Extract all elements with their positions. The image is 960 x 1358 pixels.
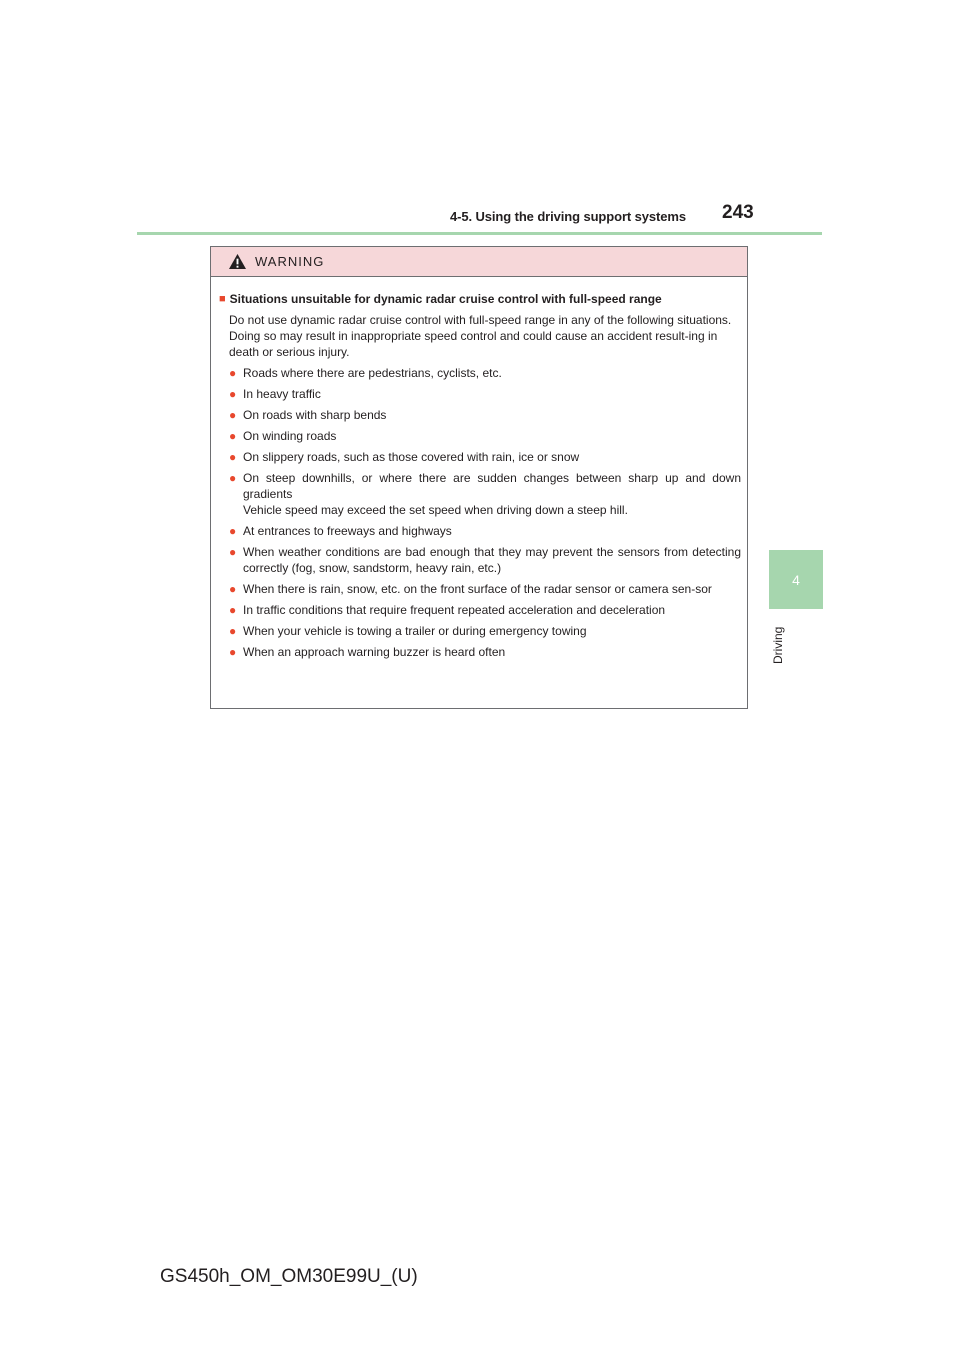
- list-item-text: [243, 644, 741, 660]
- warning-section-title: [219, 291, 741, 307]
- warning-section-title-text: Situations unsuitable for dynamic radar cruise control with full-speed range: [229, 292, 662, 306]
- list-item-text: [243, 544, 741, 576]
- square-bullet-icon: ■: [219, 293, 226, 305]
- list-item-text: [243, 386, 741, 402]
- circle-bullet-icon: ●: [229, 524, 237, 538]
- chapter-number: 4: [792, 571, 800, 588]
- circle-bullet-icon: ●: [229, 471, 237, 485]
- warning-header: [211, 247, 747, 277]
- warning-triangle-icon: [228, 253, 247, 270]
- list-item: [229, 644, 741, 660]
- page-number: 243: [722, 202, 754, 223]
- circle-bullet-icon: ●: [229, 624, 237, 638]
- list-item-label: In traffic conditions that require frequent repeated acceleration and deceleration: [243, 603, 666, 617]
- list-item-text: [243, 623, 741, 639]
- list-item-label: When weather conditions are bad enough that they may prevent the sensors from detecting correctly (fog, snow, sandstorm, heavy rain, etc.): [243, 545, 741, 575]
- circle-bullet-icon: ●: [229, 387, 237, 401]
- list-item-label: On winding roads: [243, 429, 337, 443]
- list-item-label: At entrances to freeways and highways: [243, 524, 452, 538]
- warning-body: [211, 277, 747, 660]
- list-item: [229, 407, 741, 423]
- circle-bullet-icon: ●: [229, 545, 237, 559]
- warning-label: WARNING: [255, 254, 325, 269]
- list-item: [229, 449, 741, 465]
- list-item-text: [243, 470, 741, 518]
- situation-list: [219, 365, 741, 660]
- list-item-label: When your vehicle is towing a trailer or during emergency towing: [243, 624, 587, 638]
- chapter-tab: [769, 550, 823, 609]
- warning-box: [210, 246, 748, 709]
- list-item-label: When there is rain, snow, etc. on the front surface of the radar sensor or camera sen-sor: [243, 582, 712, 596]
- circle-bullet-icon: ●: [229, 603, 237, 617]
- circle-bullet-icon: ●: [229, 582, 237, 596]
- document-code: GS450h_OM_OM30E99U_(U): [160, 1266, 418, 1287]
- list-item: [229, 523, 741, 539]
- list-item-text: [243, 523, 741, 539]
- list-item-text: [243, 581, 741, 597]
- circle-bullet-icon: ●: [229, 366, 237, 380]
- list-item: [229, 581, 741, 597]
- list-item: [229, 602, 741, 618]
- list-item: [229, 623, 741, 639]
- circle-bullet-icon: ●: [229, 450, 237, 464]
- list-item: [229, 470, 741, 518]
- list-item-text: [243, 428, 741, 444]
- list-item: [229, 365, 741, 381]
- warning-intro: [219, 312, 741, 360]
- list-item: [229, 428, 741, 444]
- circle-bullet-icon: ●: [229, 429, 237, 443]
- circle-bullet-icon: ●: [229, 408, 237, 422]
- list-item-label: On slippery roads, such as those covered with rain, ice or snow: [243, 450, 580, 464]
- list-item-text: [243, 365, 741, 381]
- list-item-note: Vehicle speed may exceed the set speed when driving down a steep hill.: [243, 503, 628, 517]
- list-item-label: On steep downhills, or where there are sudden changes between sharp up and down gradients: [243, 471, 741, 501]
- list-item-label: Roads where there are pedestrians, cyclists, etc.: [243, 366, 502, 380]
- list-item-label: When an approach warning buzzer is heard often: [243, 645, 506, 659]
- section-title: 4-5. Using the driving support systems: [449, 209, 686, 224]
- circle-bullet-icon: ●: [229, 645, 237, 659]
- header-rule: [137, 232, 822, 235]
- list-item-text: [243, 602, 741, 618]
- list-item: [229, 544, 741, 576]
- intro-paragraph: Doing so may result in inappropriate speed control and could cause an accident result-ing in death or serious injury.: [229, 329, 718, 359]
- intro-paragraph: Do not use dynamic radar cruise control with full-speed range in any of the following situations.: [229, 313, 732, 327]
- chapter-label: Driving: [771, 626, 785, 664]
- list-item-text: [243, 449, 741, 465]
- list-item-text: [243, 407, 741, 423]
- list-item-label: In heavy traffic: [243, 387, 321, 401]
- list-item-label: On roads with sharp bends: [243, 408, 387, 422]
- list-item: [229, 386, 741, 402]
